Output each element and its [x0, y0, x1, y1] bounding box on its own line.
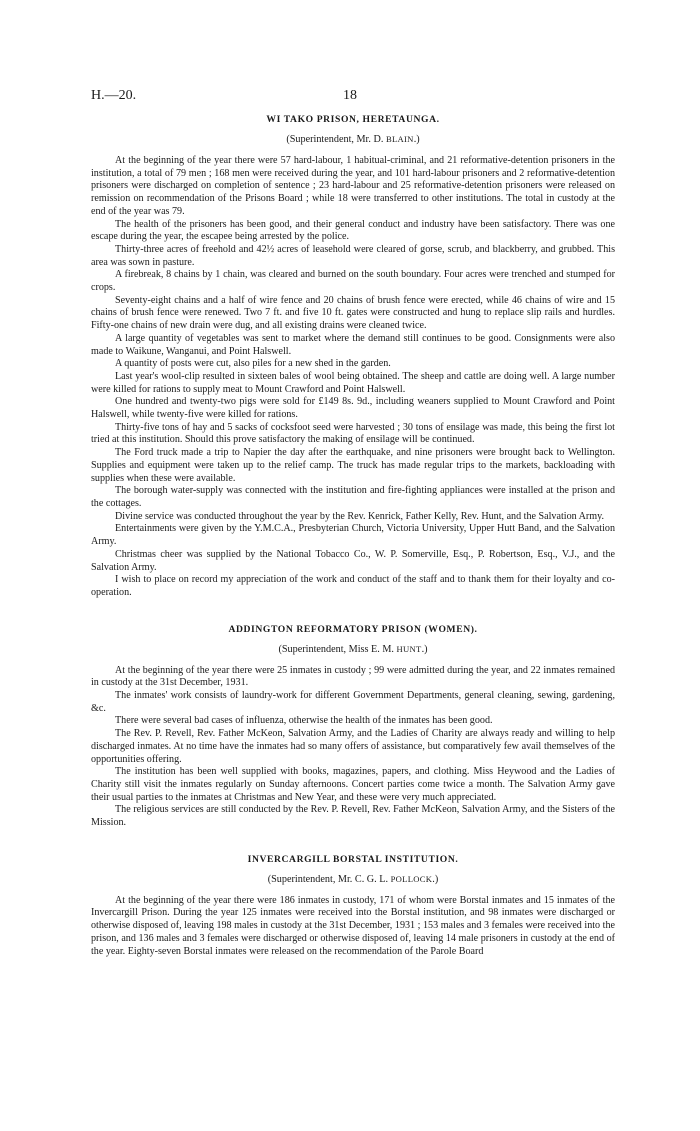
- section-title: WI TAKO PRISON, HERETAUNGA.: [266, 114, 440, 125]
- section-title: INVERCARGILL BORSTAL INSTITUTION.: [247, 853, 459, 865]
- paragraph: One hundred and twenty-two pigs were sold for £149 8s. 9d., including weaners supplied to Mount Crawford and Point Halswell, while twenty-five were killed for rations.: [91, 396, 615, 421]
- superintendent-suffix: .): [421, 643, 428, 655]
- superintendent-prefix: (Superintendent, Mr. D.: [286, 134, 386, 145]
- section-spacer: [91, 600, 615, 623]
- paragraph: The Ford truck made a trip to Napier the day after the earthquake, and nine prisoners were brought back to Wellington. Supplies and equipment were taken up to the relief camp. The truck has made regular trips to the markets, backloading with supplies when these were available.: [91, 447, 615, 484]
- superintendent-prefix: (Superintendent, Mr. C. G. L.: [267, 873, 391, 885]
- superintendent-name: POLLOCK: [390, 873, 433, 884]
- section-spacer: [91, 830, 615, 853]
- paragraph: At the beginning of the year there were 57 hard-labour, 1 habitual-criminal, and 21 reformative-detention prisoners in the institution, a total of 79 men ; 168 men were received during the year, and 101 hard-labour prisoners and 2 reformative-detention prisoners were discharged on completion of sentence ; 23 hard-labour and 25 reformative-detention prisoners were released on remission on recommendation of the Prisons Board ; while 18 were transferred to other institutions. The total in custody at the end of the year was 79.: [91, 155, 615, 217]
- paragraph: Seventy-eight chains and a half of wire fence and 20 chains of brush fence were erected, while 46 chains of wire and 15 chains of brush fence were renewed. Two 7 ft. and five 10 ft. gates were constructed and hung to replace slip rails and hurdles. Fifty-one chains of new drain were dug, and all existing drains were cleaned twice.: [91, 294, 615, 332]
- paragraph: At the beginning of the year there were 186 inmates in custody, 171 of whom were Borstal inmates and 15 inmates of the Invercargill Prison. During the year 125 inmates were received into the Borstal institution, and 98 inmates were discharged or otherwise disposed of, leaving 198 males in custody at the 31st December, 1931 ; 153 males and 3 females were received into the prison, and 136 males and 3 females were discharged or otherwise disposed of, leaving 14 male prisoners in custody at the end of the year. Eighty-seven Borstal inmates were released on the recommendation of the Parole Board: [91, 894, 615, 957]
- paragraph: Thirty-three acres of freehold and 42½ acres of leasehold were cleared of gorse, scrub, and blackberry, and grubbed. This area was sown in pasture.: [91, 243, 615, 268]
- superintendent-suffix: .): [413, 134, 420, 145]
- paragraph: A large quantity of vegetables was sent to market where the demand still continues to be good. Consignments were also made to Waikune, Wanganui, and Point Halswell.: [91, 332, 615, 357]
- document-reference: H.—20.: [91, 88, 137, 103]
- superintendent-line: [91, 873, 615, 886]
- superintendent-name: BLAIN: [385, 134, 414, 144]
- superintendent-line: [91, 643, 615, 656]
- superintendent-suffix: .): [432, 873, 439, 885]
- paragraph: Divine service was conducted throughout the year by the Rev. Kenrick, Father Kelly, Rev. Hunt, and the Salvation Army.: [115, 510, 605, 522]
- section-addington: [91, 623, 615, 830]
- section-invercargill: [91, 853, 615, 959]
- paragraph: Thirty-five tons of hay and 5 sacks of cocksfoot seed were harvested ; 30 tons of ensilage was made, this being the first lot tried at this institution. Should this prove satisfactory the making of ensilage will be continued.: [91, 421, 615, 446]
- paragraph: The religious services are still conducted by the Rev. P. Revell, Rev. Father McKeon, Salvation Army, and the Sisters of the Mission.: [91, 804, 615, 829]
- page-number: 18: [343, 88, 357, 103]
- paragraph: There were several bad cases of influenza, otherwise the health of the inmates has been good.: [115, 715, 493, 727]
- superintendent-line: [91, 133, 615, 146]
- paragraph: The health of the prisoners has been good, and their general conduct and industry have been satisfactory. There was one escape during the year, the escapee being arrested by the police.: [91, 218, 615, 243]
- superintendent-name: HUNT: [396, 643, 422, 654]
- paragraph: The borough water-supply was connected with the institution and fire-fighting appliances were installed at the prison and the cottages.: [91, 485, 615, 509]
- paragraph: Last year's wool-clip resulted in sixteen bales of wool being obtained. The sheep and cattle are doing well. A large number were killed for rations to supply meat to Mount Crawford and Point Halswell.: [91, 370, 615, 395]
- section-wi-tako: [91, 113, 615, 600]
- paragraph: Christmas cheer was supplied by the National Tobacco Co., W. P. Somerville, Esq., P. Robertson, Esq., V.J., and the Salvation Army.: [91, 548, 615, 573]
- paragraph: A quantity of posts were cut, also piles for a new shed in the garden.: [115, 358, 391, 370]
- paragraph: Entertainments were given by the Y.M.C.A., Presbyterian Church, Victoria University, Upper Hutt Band, and the Salvation Army.: [91, 523, 615, 548]
- paragraph: The Rev. P. Revell, Rev. Father McKeon, Salvation Army, and the Ladies of Charity are always ready and willing to help discharged inmates. At no time have the inmates had so many offers of assistance, but comparatively few avail themselves of the opportunities offering.: [91, 728, 615, 765]
- paragraph: A firebreak, 8 chains by 1 chain, was cleared and burned on the south boundary. Four acres were trenched and stumped for crops.: [91, 269, 615, 294]
- paragraph: I wish to place on record my appreciation of the work and conduct of the staff and to thank them for their loyalty and co-operation.: [91, 574, 615, 598]
- superintendent-prefix: (Superintendent, Miss E. M.: [278, 643, 397, 655]
- paragraph: At the beginning of the year there were 25 inmates in custody ; 99 were admitted during the year, and 22 inmates remained in custody at the 31st December, 1931.: [91, 664, 615, 689]
- page-content: [91, 113, 615, 958]
- paragraph: The inmates' work consists of laundry-work for different Government Departments, general cleaning, sewing, gardening, &c.: [91, 690, 615, 714]
- paragraph: The institution has been well supplied with books, magazines, papers, and clothing. Miss Heywood and the Ladies of Charity still visit the inmates regularly on Sunday afternoons. Concert parties come twice a month. The Salvation Army gave their usual parties to the inmates at Christmas and New Year, and these were very much appreciated.: [91, 766, 615, 803]
- section-title: ADDINGTON REFORMATORY PRISON (WOMEN).: [228, 623, 478, 635]
